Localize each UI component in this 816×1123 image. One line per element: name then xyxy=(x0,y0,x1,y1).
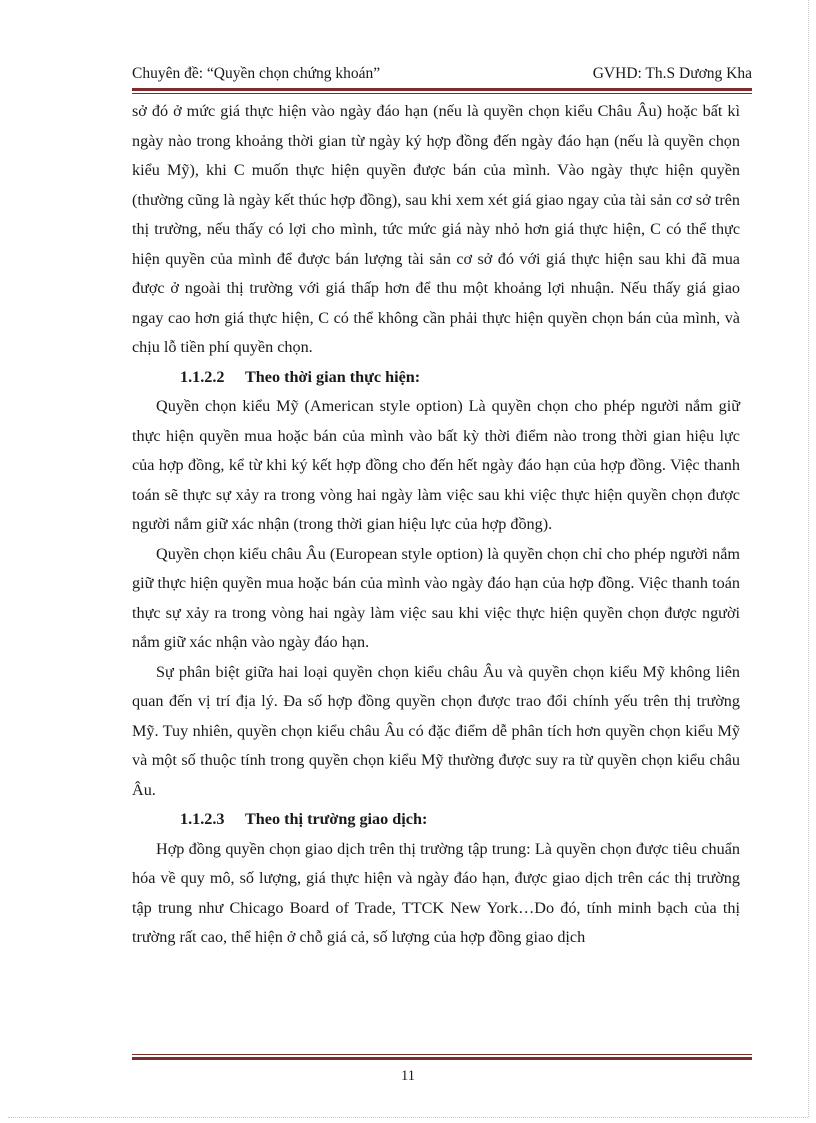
page-number: 11 xyxy=(401,1068,415,1084)
paragraph-european-option: Quyền chọn kiểu châu Âu (European style option) là quyền chọn chỉ cho phép người nắm giữ thực hiện quyền mua hoặc bán của mình vào ngày đáo hạn của hợp đồng. Việc thanh toán thực sự xảy ra trong vòng hai ngày làm việc sau khi việc thực hiện quyền chọn được người nắm giữ xác nhận vào ngày đáo hạn. xyxy=(132,544,740,651)
header-divider xyxy=(132,88,752,94)
page-body xyxy=(132,97,740,953)
section-number: 1.1.2.3 xyxy=(180,810,225,828)
footer-divider xyxy=(132,1054,752,1060)
paragraph-american-option: Quyền chọn kiểu Mỹ (American style option) Là quyền chọn cho phép người nắm giữ thực hiện quyền mua hoặc bán của mình vào bất kỳ thời điểm nào trong thời gian hiệu lực của hợp đồng, kể từ khi ký kết hợp đồng cho đến hết ngày đáo hạn của hợp đồng. Việc thanh toán sẽ thực sự xảy ra trong vòng hai ngày làm việc sau khi việc thực hiện quyền chọn được người nắm giữ xác nhận (trong thời gian hiệu lực của hợp đồng). xyxy=(132,397,740,533)
section-title: Theo thời gian thực hiện: xyxy=(245,367,421,386)
section-number: 1.1.2.2 xyxy=(180,367,225,386)
paragraph-distinction: Sự phân biệt giữa hai loại quyền chọn kiểu châu Âu và quyền chọn kiểu Mỹ không liên quan đến vị trí địa lý. Đa số hợp đồng quyền chọn được trao đổi chính yếu trên thị trường Mỹ. Tuy nhiên, quyền chọn kiểu châu Âu có đặc điểm dễ phân tích hơn quyền chọn kiểu Mỹ và một số thuộc tính trong quyền chọn kiểu Mỹ thường được suy ra từ quyền chọn kiểu châu Âu. xyxy=(132,662,740,799)
header-supervisor: GVHD: Th.S Dương Kha xyxy=(592,65,752,82)
page-header xyxy=(132,62,752,86)
page-edge-bottom xyxy=(8,1117,808,1118)
header-topic: Chuyên đề: “Quyền chọn chứng khoán” xyxy=(132,65,381,82)
section-heading-1-1-2-2 xyxy=(132,363,740,393)
paragraph-exchange-traded: Hợp đồng quyền chọn giao dịch trên thị trường tập trung: Là quyền chọn được tiêu chuẩn hóa về quy mô, số lượng, giá thực hiện và ngày đáo hạn, được giao dịch trên các thị trường tập trung như Chicago Board of Trade, TTCK New York…Do đó, tính minh bạch của thị trường rất cao, thể hiện ở chỗ giá cả, số lượng của hợp đồng giao dịch xyxy=(132,839,740,946)
section-title: Theo thị trường giao dịch: xyxy=(245,810,428,828)
page-edge-right xyxy=(808,0,809,1117)
paragraph-continued: sở đó ở mức giá thực hiện vào ngày đáo hạn (nếu là quyền chọn kiểu Châu Âu) hoặc bất kì ngày nào trong khoảng thời gian từ ngày ký hợp đồng đến ngày đáo hạn (nếu là quyền chọn kiểu Mỹ), khi C muốn thực hiện quyền được bán của mình. Vào ngày thực hiện quyền (thường cũng là ngày kết thúc hợp đồng), sau khi xem xét giá giao ngay của tài sản cơ sở trên thị trường, nếu thấy có lợi cho mình, tức mức giá này nhỏ hơn giá thực hiện, C có thể thực hiện quyền của mình để được bán lượng tài sản cơ sở đó với giá thực hiện sau khi đã mua được ở ngoài thị trường với giá thấp hơn để thu một khoảng lợi nhuận. Nếu thấy giá giao ngay cao hơn giá thực hiện, C có thể không cần phải thực hiện quyền chọn bán của mình, và chịu lỗ tiền phí quyền chọn. xyxy=(132,102,740,356)
section-heading-1-1-2-3 xyxy=(132,805,740,835)
